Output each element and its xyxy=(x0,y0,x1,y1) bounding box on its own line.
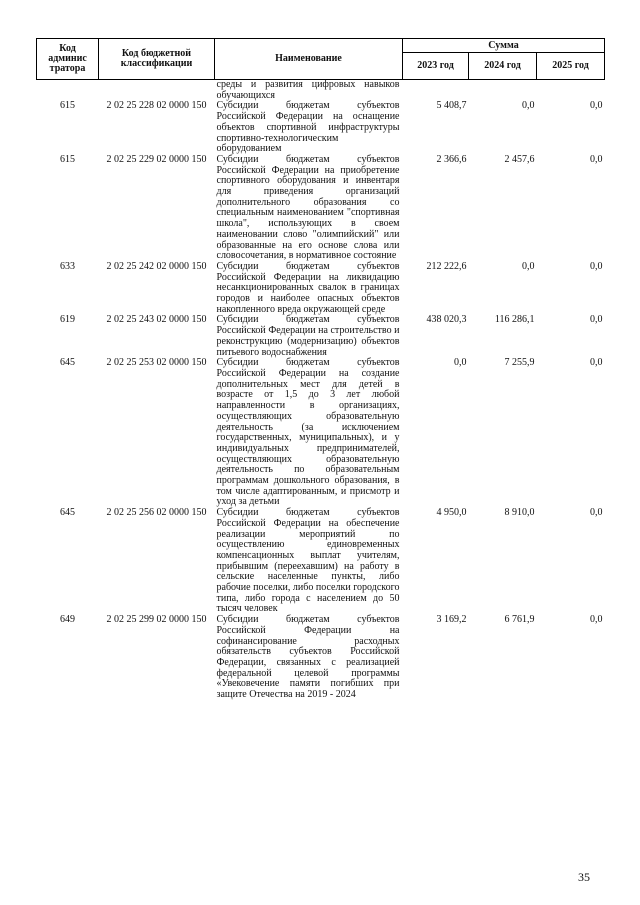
sum-2023-cell: 5 408,7 xyxy=(436,100,467,112)
admin-code-cell: 615 xyxy=(60,153,75,165)
page-number: 35 xyxy=(578,870,590,884)
table-row xyxy=(37,101,605,155)
header-year-2024: 2024 год xyxy=(469,53,537,80)
name-cell: Субсидии бюджетам субъектов Российской Федерации на обеспечение реализации мероприятий по осуществлению единовременных компенсационных выплат учителям, прибывшим (переехавшим) на работу в сельские населенные пункты, либо рабочие поселки, либо поселки городского типа, либо города с населением до 50 тысяч человек xyxy=(216,507,400,615)
table-row xyxy=(37,358,605,508)
budget-code-cell: 2 02 25 253 02 0000 150 xyxy=(106,357,207,369)
name-cell: Субсидии бюджетам субъектов Российской Федерации на ликвидацию несанкционированных свалок в границах городов и наиболее опасных объектов накопленного вреда окружающей среде xyxy=(216,260,400,315)
budget-code-cell: 2 02 25 242 02 0000 150 xyxy=(106,260,207,272)
admin-code-cell: 633 xyxy=(60,260,75,272)
name-cell: Субсидии бюджетам субъектов Российской Федерации на строительство и реконструкцию (модернизацию) объектов питьевого водоснабжения xyxy=(216,314,400,358)
sum-2025-cell: 0,0 xyxy=(590,314,603,326)
header-year-2025: 2025 год xyxy=(537,53,605,80)
sum-2024-cell: 7 255,9 xyxy=(504,357,535,369)
document-page xyxy=(36,38,604,701)
sum-2024-cell: 0,0 xyxy=(522,100,535,112)
sum-2023-cell: 438 020,3 xyxy=(426,314,467,326)
budget-code-cell: 2 02 25 299 02 0000 150 xyxy=(106,614,207,626)
sum-2023-cell: 2 366,6 xyxy=(436,153,467,165)
header-sum: Сумма xyxy=(403,39,605,53)
sum-2025-cell: 0,0 xyxy=(590,260,603,272)
continuation-row xyxy=(37,80,605,102)
table-row xyxy=(37,508,605,615)
table-row xyxy=(37,155,605,262)
sum-2024-cell: 6 761,9 xyxy=(504,614,535,626)
budget-code-cell: 2 02 25 229 02 0000 150 xyxy=(106,153,207,165)
sum-2023-cell: 3 169,2 xyxy=(436,614,467,626)
table-row xyxy=(37,615,605,701)
header-budget-code: Код бюджетной классификации xyxy=(99,39,215,80)
table-row xyxy=(37,315,605,358)
sum-2025-cell: 0,0 xyxy=(590,614,603,626)
budget-code-cell: 2 02 25 243 02 0000 150 xyxy=(106,314,207,326)
sum-2025-cell: 0,0 xyxy=(590,357,603,369)
header-admin-code: Код админис тратора xyxy=(37,39,99,80)
sum-2024-cell: 116 286,1 xyxy=(494,314,535,326)
sum-2025-cell: 0,0 xyxy=(590,100,603,112)
sum-2025-cell: 0,0 xyxy=(590,153,603,165)
continuation-text: среды и развития цифровых навыков обучающихся xyxy=(216,79,400,101)
budget-code-cell: 2 02 25 228 02 0000 150 xyxy=(106,100,207,112)
sum-2024-cell: 8 910,0 xyxy=(504,507,535,519)
name-cell: Субсидии бюджетам субъектов Российской Федерации на создание дополнительных мест для детей в возрасте от 1,5 до 3 лет любой направленности в организациях, осуществляющих образовательную деятельность (за исключением государственных, муниципальных), и у индивидуальных предпринимателей, осуществляющих образовательную деятельность по образовательным программам дошкольного образования, в том числе адаптированным, и присмотр и уход за детьми xyxy=(216,357,400,508)
table-body xyxy=(37,80,605,701)
budget-code-cell: 2 02 25 256 02 0000 150 xyxy=(106,507,207,519)
sum-2023-cell: 0,0 xyxy=(454,357,467,369)
sum-2023-cell: 4 950,0 xyxy=(436,507,467,519)
header-name: Наименование xyxy=(215,39,403,80)
name-cell: Субсидии бюджетам субъектов Российской Федерации на софинансирование расходных обязательств субъектов Российской Федерации, связанных с реализацией федеральной целевой программы «Увековечение памяти погибших при защите Отечества на 2019 - 2024 xyxy=(216,614,400,701)
sum-2023-cell: 212 222,6 xyxy=(426,260,467,272)
header-year-2023: 2023 год xyxy=(403,53,469,80)
table-header xyxy=(37,39,605,80)
admin-code-cell: 619 xyxy=(60,314,75,326)
admin-code-cell: 649 xyxy=(60,614,75,626)
name-cell: Субсидии бюджетам субъектов Российской Федерации на оснащение объектов спортивной инфраструктуры спортивно-технологическим оборудованием xyxy=(216,100,400,155)
sum-2024-cell: 0,0 xyxy=(522,260,535,272)
table-row xyxy=(37,262,605,316)
admin-code-cell: 645 xyxy=(60,357,75,369)
sum-2024-cell: 2 457,6 xyxy=(504,153,535,165)
admin-code-cell: 615 xyxy=(60,100,75,112)
sum-2025-cell: 0,0 xyxy=(590,507,603,519)
budget-table xyxy=(36,38,605,701)
name-cell: Субсидии бюджетам субъектов Российской Федерации на приобретение спортивного оборудования и инвентаря для приведения организаций дополнительного образования со специальным наименованием "спортивная школа", использующих в своем наименовании слово "олимпийский" или образованные на его основе слова или словосочетания, в нормативное состояние xyxy=(216,153,400,262)
admin-code-cell: 645 xyxy=(60,507,75,519)
